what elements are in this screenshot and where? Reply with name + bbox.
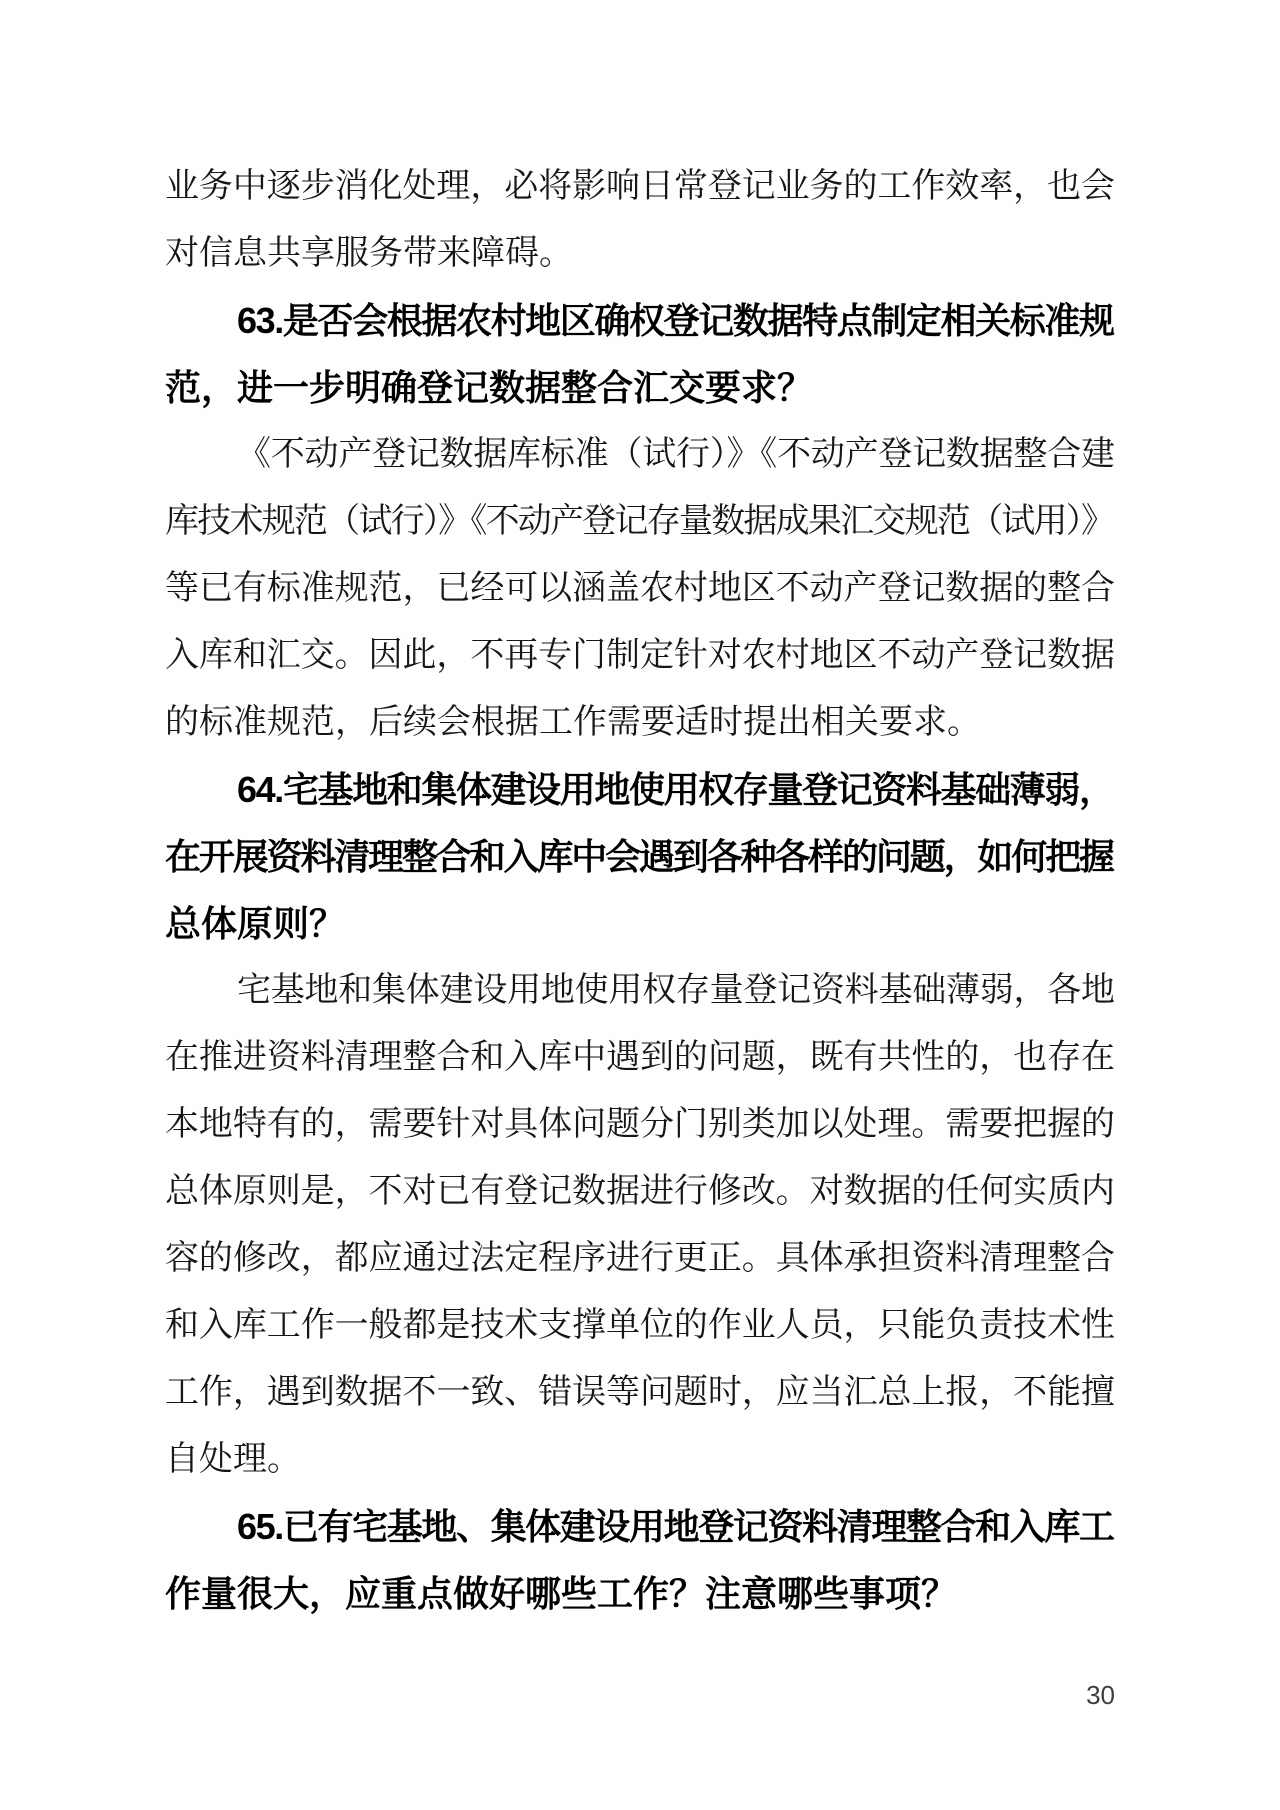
text-line [165, 1560, 1115, 1627]
text-line-content: 和入库工作一般都是技术支撑单位的作业人员，只能负责技术性 [165, 1307, 1115, 1344]
text-line-content: 的标准规范，后续会根据工作需要适时提出相关要求。 [165, 704, 981, 741]
text-line-content: 64.宅基地和集体建设用地使用权存量登记资料基础薄弱， [237, 769, 1114, 810]
text-line [165, 153, 1115, 220]
text-line-content: 《不动产登记数据库标准（试行）》《不动产登记数据整合建 [237, 436, 1115, 473]
question-63-heading [165, 287, 1115, 421]
text-line [165, 421, 1115, 488]
text-line-content: 入库和汇交。因此，不再专门制定针对农村地区不动产登记数据 [165, 637, 1115, 674]
text-line [165, 1359, 1115, 1426]
text-line-content: 在开展资料清理整合和入库中会遇到各种各样的问题，如何把握 [165, 836, 1113, 877]
text-line-content: 在推进资料清理整合和入库中遇到的问题，既有共性的，也存在 [165, 1039, 1115, 1076]
text-line [165, 756, 1115, 823]
text-line-content: 对信息共享服务带来障碍。 [165, 235, 573, 272]
text-line [165, 1426, 1115, 1493]
text-line [165, 890, 1115, 957]
text-line-content: 库技术规范（试行）》《不动产登记存量数据成果汇交规范（试用）》 [165, 503, 1114, 540]
text-line [165, 1493, 1115, 1560]
page-content [165, 153, 1115, 1627]
text-line [165, 823, 1115, 890]
text-line [165, 622, 1115, 689]
text-line [165, 1225, 1115, 1292]
text-line [165, 1158, 1115, 1225]
text-line-content: 总体原则是，不对已有登记数据进行修改。对数据的任何实质内 [165, 1173, 1115, 1210]
question-65-heading [165, 1493, 1115, 1627]
text-line-content: 自处理。 [165, 1441, 301, 1478]
text-line-content: 宅基地和集体建设用地使用权存量登记资料基础薄弱，各地 [237, 972, 1115, 1009]
text-line [165, 220, 1115, 287]
text-line-content: 本地特有的，需要针对具体问题分门别类加以处理。需要把握的 [165, 1106, 1115, 1143]
question-64-heading [165, 756, 1115, 957]
text-line [165, 555, 1115, 622]
text-line [165, 1091, 1115, 1158]
text-line-content: 容的修改，都应通过法定程序进行更正。具体承担资料清理整合 [165, 1240, 1115, 1277]
text-line-content: 65.已有宅基地、集体建设用地登记资料清理整合和入库工 [237, 1506, 1114, 1547]
text-line-content: 63.是否会根据农村地区确权登记数据特点制定相关标准规 [237, 300, 1114, 341]
text-line-content: 范，进一步明确登记数据整合汇交要求？ [165, 367, 814, 408]
text-line [165, 689, 1115, 756]
text-line-content: 等已有标准规范，已经可以涵盖农村地区不动产登记数据的整合 [165, 570, 1115, 607]
text-line-content: 作量很大，应重点做好哪些工作？注意哪些事项？ [165, 1573, 958, 1614]
text-line [165, 957, 1115, 1024]
paragraph-answer-63 [165, 421, 1115, 756]
text-line [165, 488, 1115, 555]
paragraph-answer-64 [165, 957, 1115, 1493]
text-line [165, 287, 1115, 354]
text-line-content: 总体原则？ [165, 903, 346, 944]
text-line [165, 1292, 1115, 1359]
text-line-content: 业务中逐步消化处理，必将影响日常登记业务的工作效率，也会 [165, 168, 1115, 205]
text-line [165, 354, 1115, 421]
text-line-content: 工作，遇到数据不一致、错误等问题时，应当汇总上报，不能擅 [165, 1374, 1115, 1411]
text-line [165, 1024, 1115, 1091]
paragraph-answer-62-continuation [165, 153, 1115, 287]
page-number: 30 [1086, 1680, 1115, 1710]
